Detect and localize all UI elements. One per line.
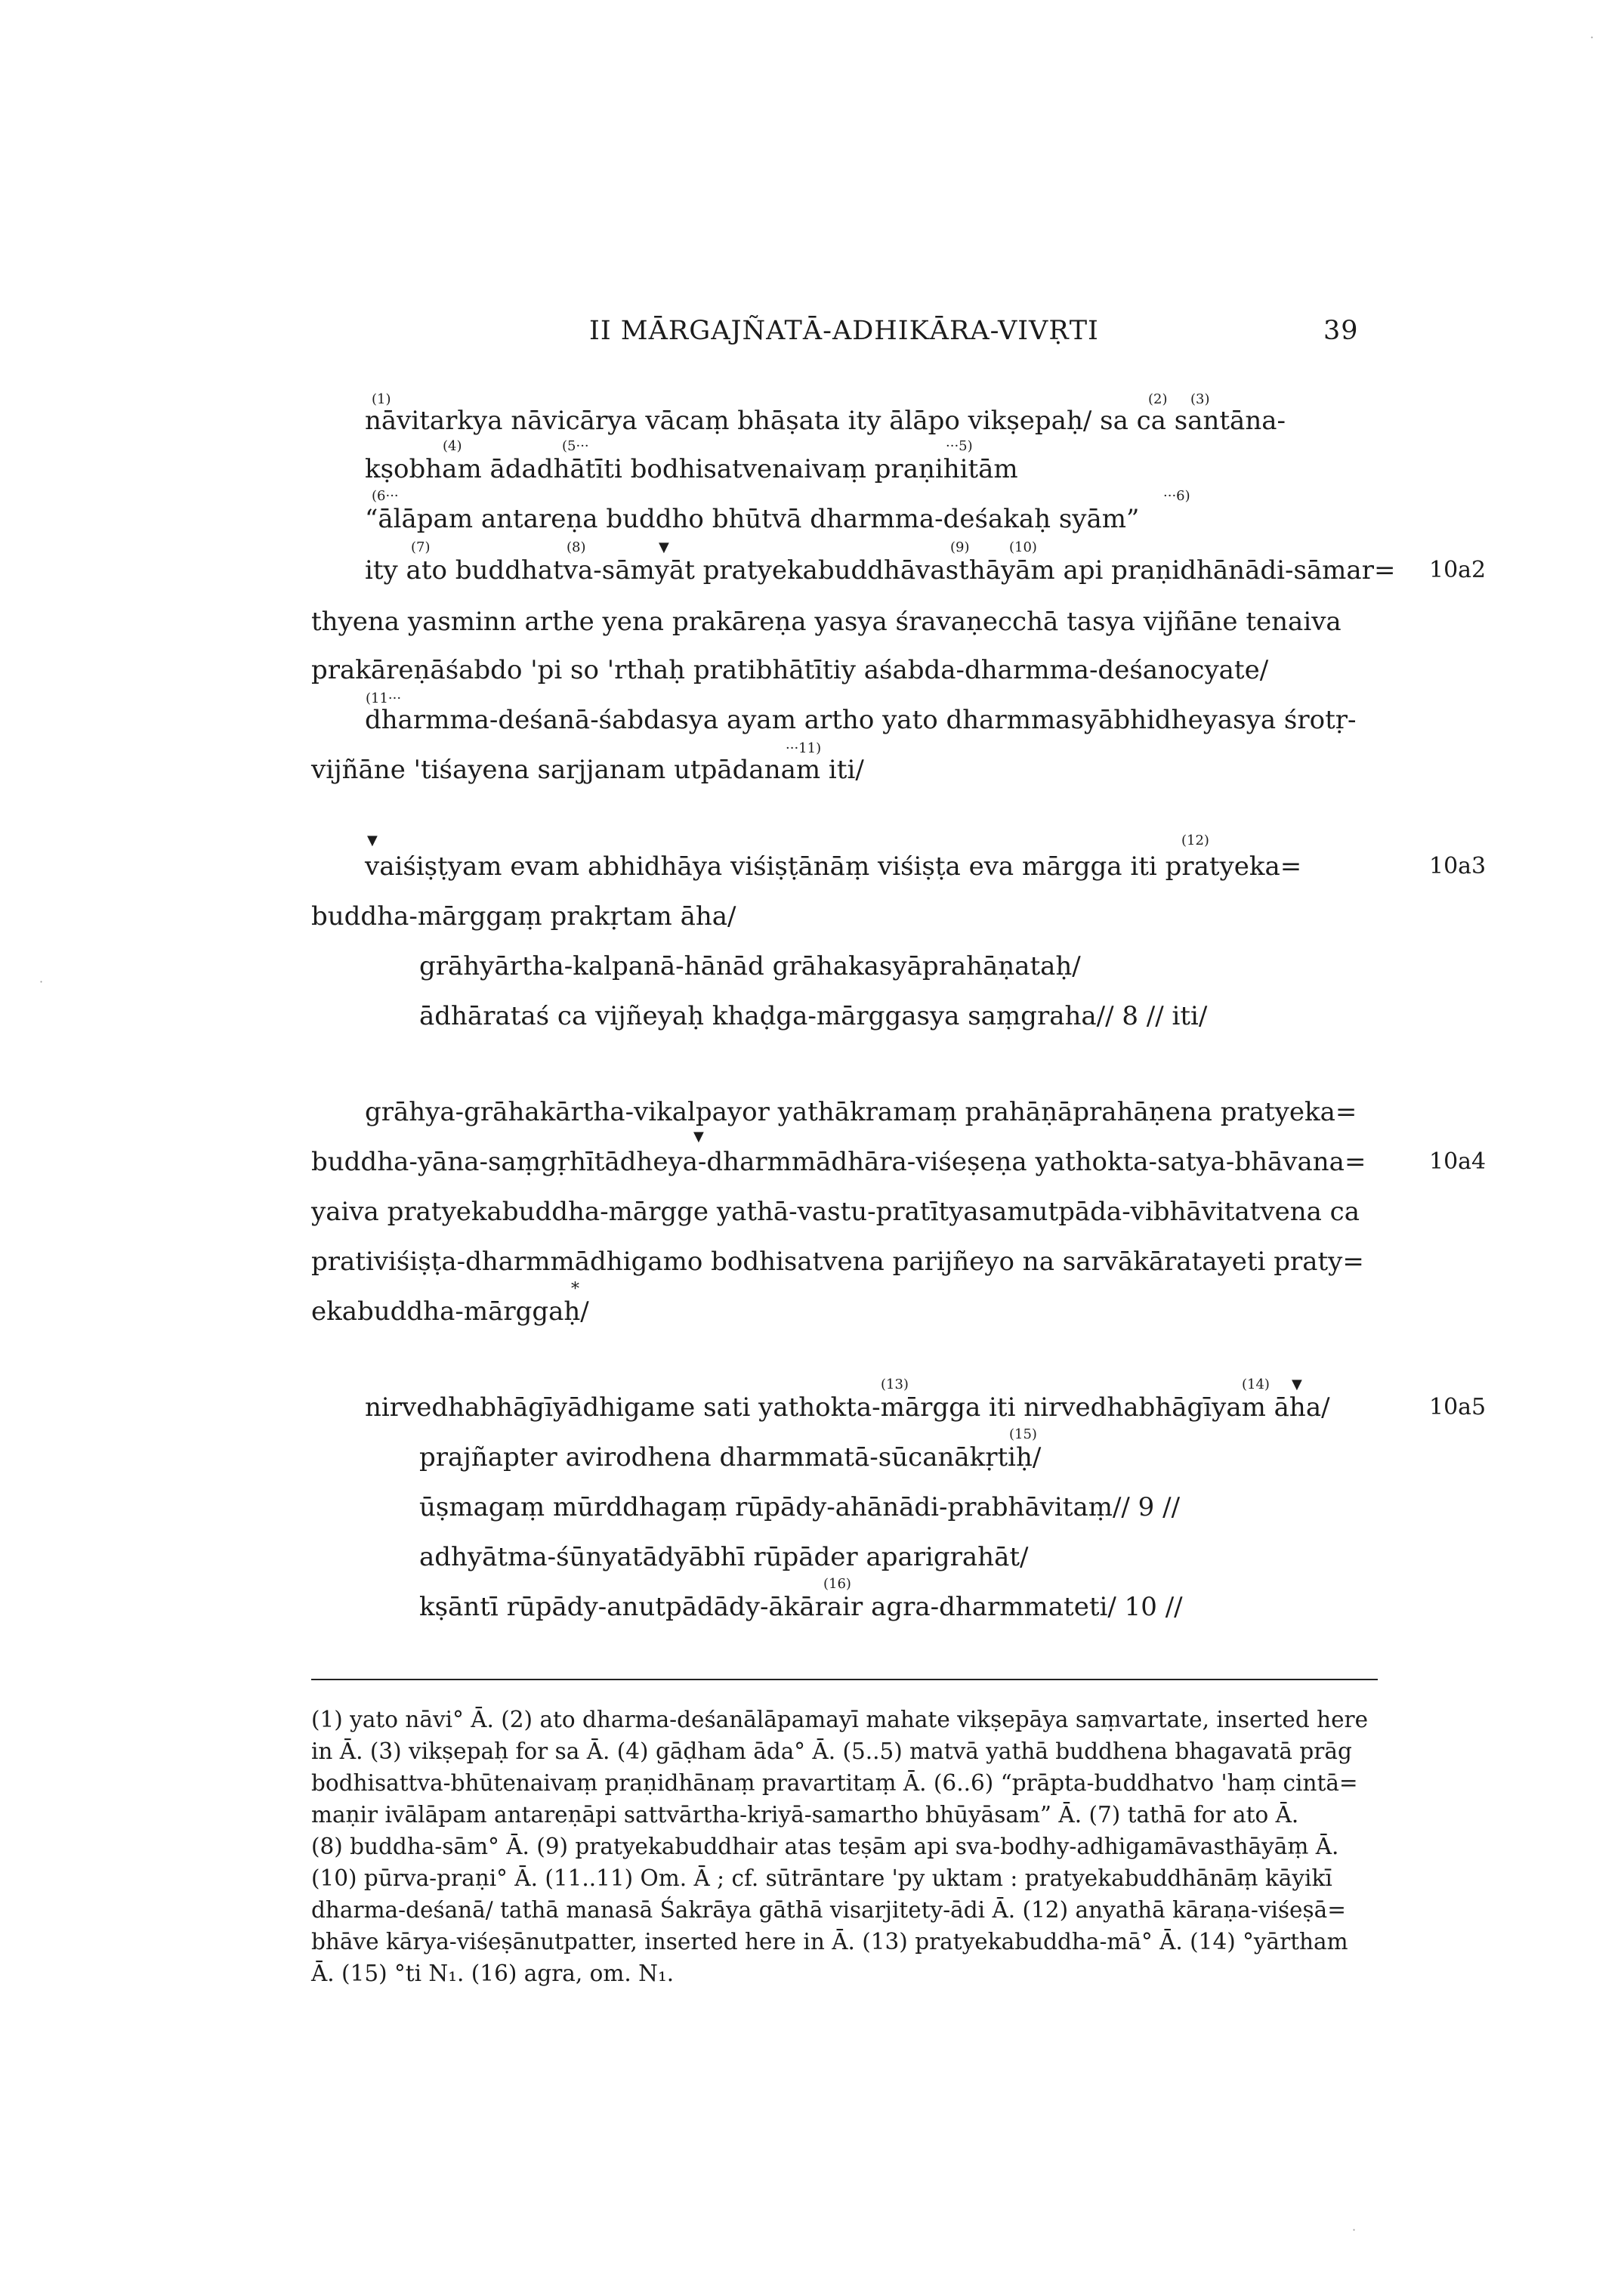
- note-mark: (1): [372, 391, 391, 407]
- footnote-line: maṇir ivālāpam antareṇāpi sattvārtha-kriyā-samartho bhūyāsam” Ā. (7) tathā for ato Ā.: [311, 1802, 1299, 1828]
- verse-line: ādhārataś ca vijñeyaḥ khaḍga-mārggasya saṃgraha// 8 // iti/: [419, 1001, 1208, 1031]
- text-line: ity ato buddhatva-sāmyāt pratyekabuddhāvasthāyām api praṇidhānādi-sāmar=: [365, 555, 1396, 586]
- footnote-line: (1) yato nāvi° Ā. (2) ato dharma-deśanālāpamayī mahate vikṣepāya saṃvartate, inserted here: [311, 1707, 1369, 1732]
- verse-line: kṣāntī rūpādy-anutpādādy-ākārair agra-dharmmateti/ 10 //: [419, 1592, 1183, 1622]
- note-mark: (8): [567, 539, 586, 555]
- note-mark: (16): [823, 1576, 851, 1592]
- margin-ref: 10a5: [1429, 1394, 1487, 1420]
- text-line: buddha-yāna-saṃgṛhītādheya-dharmmādhāra-viśeṣeṇa yathokta-satya-bhāvana=: [311, 1147, 1366, 1177]
- text-line: kṣobham ādadhātīti bodhisatvenaivaṃ praṇihitām: [365, 454, 1018, 484]
- note-mark: ···11): [786, 740, 822, 756]
- footnote-line: dharma-deśanā/ tathā manasā Śakrāya gāthā visarjitety-ādi Ā. (12) anyathā kāraṇa-viśeṣā=: [311, 1897, 1346, 1923]
- footnote-line: (8) buddha-sām° Ā. (9) pratyekabuddhair atas teṣām api sva-bodhy-adhigamāvasthāyāṃ Ā.: [311, 1834, 1339, 1859]
- note-mark: ···5): [946, 438, 973, 454]
- text-line: ekabuddha-mārggaḥ/: [311, 1296, 589, 1327]
- text-line: dharmma-deśanā-śabdasya ayam artho yato dharmmasyābhidheyasya śrotṛ-: [365, 705, 1357, 735]
- text-line: prakāreṇāśabdo 'pi so 'rthaḥ pratibhātītiy aśabda-dharmma-deśanocyate/: [311, 655, 1269, 685]
- note-mark: (2): [1148, 391, 1168, 407]
- note-mark: (4): [443, 438, 462, 454]
- footnote-line: (10) pūrva-praṇi° Ā. (11..11) Om. Ā ; cf. sūtrāntare 'py uktam : pratyekabuddhānāṃ kāyikī: [311, 1865, 1332, 1891]
- note-mark: (7): [411, 539, 431, 555]
- footnote-rule: [311, 1679, 1378, 1680]
- note-mark: (13): [881, 1377, 909, 1392]
- footnote-line: bodhisattva-bhūtenaivaṃ praṇidhānaṃ pravartitaṃ Ā. (6..6) “prāpta-buddhatvo 'haṃ cintā=: [311, 1770, 1358, 1796]
- text-line: vijñāne 'tiśayena sarjjanam utpādanam iti/: [311, 755, 864, 785]
- note-mark: (12): [1181, 833, 1209, 848]
- note-mark: (15): [1009, 1426, 1037, 1442]
- note-mark: (5···: [562, 438, 589, 454]
- text-line: buddha-mārggaṃ prakṛtam āha/: [311, 901, 736, 932]
- margin-ref: 10a2: [1429, 557, 1487, 583]
- footnote-line: bhāve kārya-viśeṣānutpatter, inserted here in Ā. (13) pratyekabuddha-mā° Ā. (14) °yārtham: [311, 1929, 1348, 1955]
- page-number: 39: [1323, 316, 1359, 346]
- note-mark: ···6): [1163, 488, 1190, 504]
- margin-ref: 10a3: [1429, 853, 1487, 879]
- verse-line: grāhyārtha-kalpanā-hānād grāhakasyāprahāṇataḥ/: [419, 951, 1081, 981]
- note-mark: (14): [1242, 1377, 1270, 1392]
- note-mark: ▼: [1292, 1377, 1302, 1392]
- text-line: thyena yasminn arthe yena prakāreṇa yasya śravaṇecchā tasya vijñāne tenaiva: [311, 607, 1341, 637]
- text-line: yaiva pratyekabuddha-mārgge yathā-vastu-pratītyasamutpāda-vibhāvitatvena ca: [311, 1197, 1360, 1227]
- note-mark: ▼: [367, 833, 378, 848]
- running-header: II MĀRGAJÑATĀ-ADHIKĀRA-VIVṚTI: [589, 316, 1099, 346]
- note-mark: *: [571, 1280, 579, 1299]
- speck: ·: [39, 975, 44, 989]
- footnote-line: in Ā. (3) vikṣepaḥ for sa Ā. (4) gāḍham āda° Ā. (5..5) matvā yathā buddhena bhagavatā prāg: [311, 1738, 1352, 1764]
- speck: ·: [1590, 30, 1595, 45]
- text-line: grāhya-grāhakārtha-vikalpayor yathākramaṃ prahāṇāprahāṇena pratyeka=: [365, 1097, 1357, 1127]
- footnote-line: Ā. (15) °ti N₁. (16) agra, om. N₁.: [311, 1961, 675, 1986]
- text-line: prativiśiṣṭa-dharmmādhigamo bodhisatvena parijñeyo na sarvākāratayeti praty=: [311, 1247, 1364, 1277]
- note-mark: (10): [1009, 539, 1037, 555]
- margin-ref: 10a4: [1429, 1148, 1487, 1175]
- note-mark: (6···: [372, 488, 399, 504]
- note-mark: (11···: [366, 691, 402, 706]
- note-mark: (9): [950, 539, 970, 555]
- text-line: nirvedhabhāgīyādhigame sati yathokta-mārgga iti nirvedhabhāgīyam āha/: [365, 1392, 1330, 1423]
- text-line: “ālāpam antareṇa buddho bhūtvā dharmma-deśakaḥ syām”: [365, 504, 1140, 534]
- text-line: vaiśiṣṭyam evam abhidhāya viśiṣṭānāṃ viśiṣṭa eva mārgga iti pratyeka=: [365, 851, 1302, 882]
- verse-line: ūṣmagaṃ mūrddhagaṃ rūpādy-ahānādi-prabhāvitaṃ// 9 //: [419, 1492, 1181, 1522]
- note-mark: ▼: [693, 1129, 704, 1145]
- text-line: nāvitarkya nāvicārya vācaṃ bhāṣata ity ālāpo vikṣepaḥ/ sa ca santāna-: [365, 406, 1286, 436]
- speck: ·: [1352, 2223, 1357, 2237]
- verse-line: prajñapter avirodhena dharmmatā-sūcanākṛtiḥ/: [419, 1442, 1042, 1472]
- verse-line: adhyātma-śūnyatādyābhī rūpāder aparigrahāt/: [419, 1542, 1029, 1572]
- note-mark: (3): [1190, 391, 1210, 407]
- note-mark: ▼: [659, 539, 669, 555]
